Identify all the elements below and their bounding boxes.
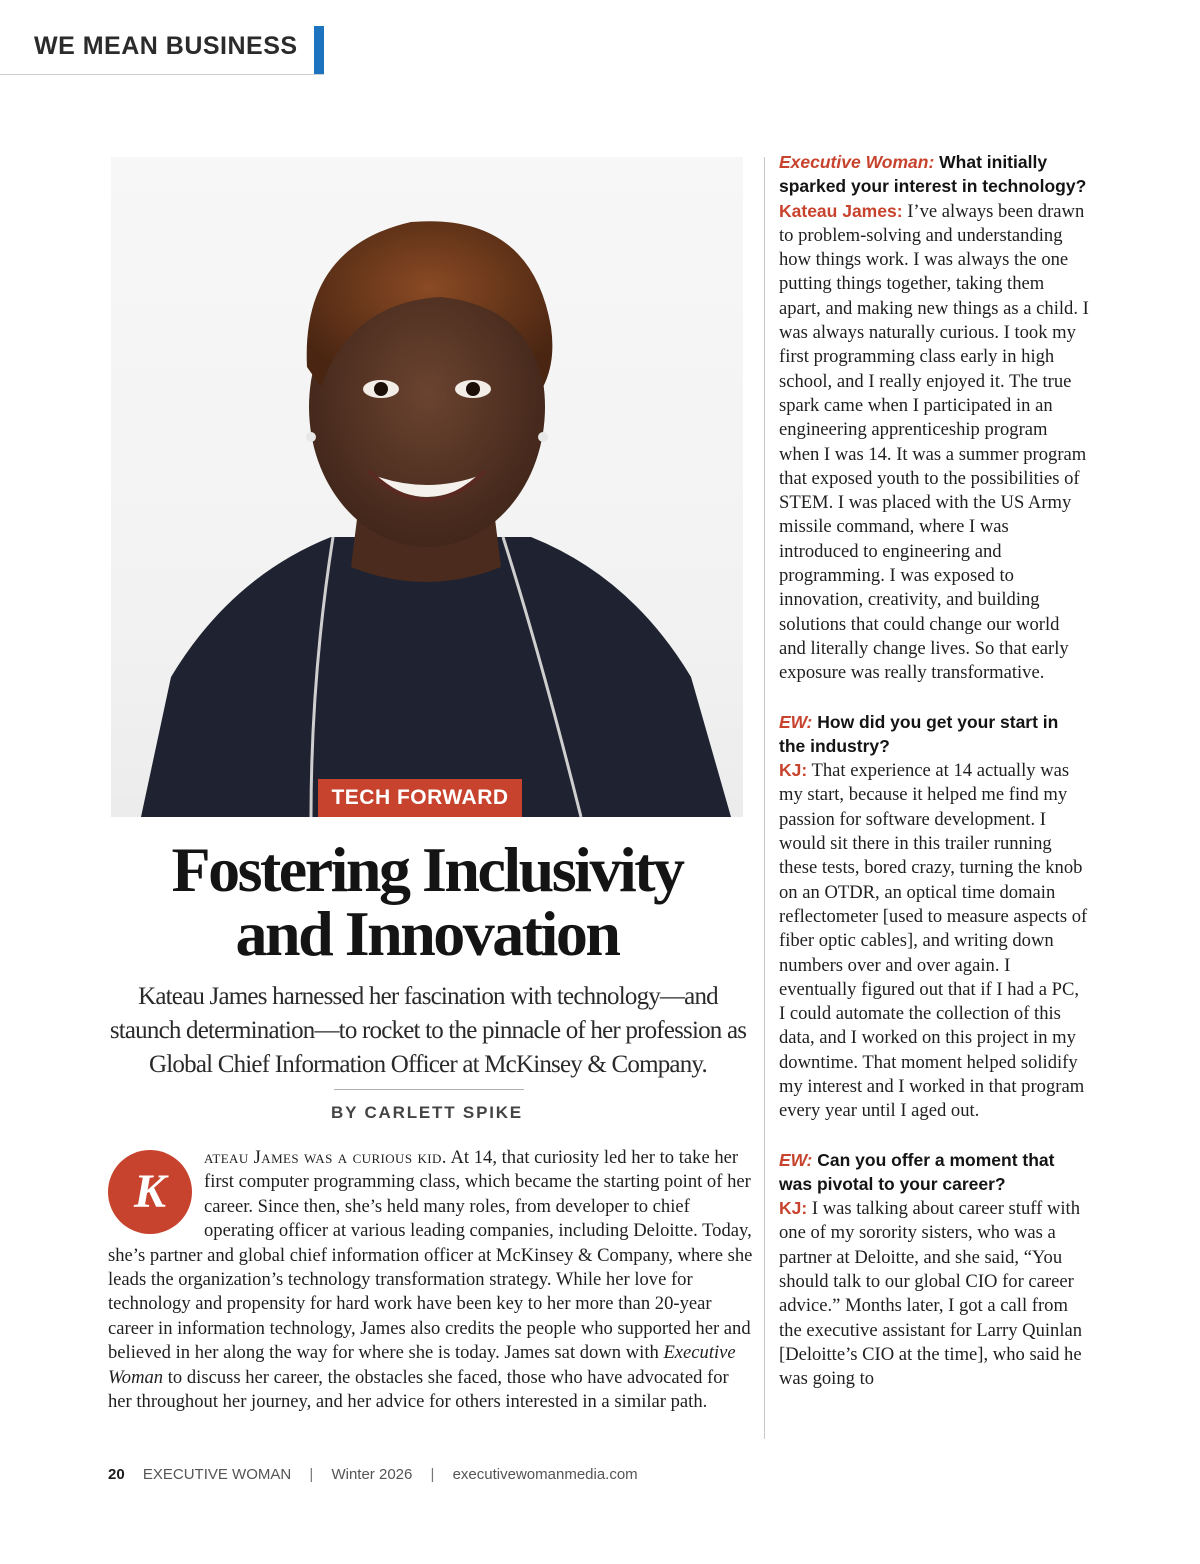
- answer-speaker: Kateau James:: [779, 200, 903, 221]
- qa-column: [779, 150, 1089, 1416]
- question: [779, 150, 1089, 199]
- intro-paragraph: [108, 1146, 756, 1414]
- intro-text: [108, 1146, 756, 1414]
- footer-publication: EXECUTIVE WOMAN: [142, 1466, 292, 1483]
- qa-block: [779, 150, 1089, 686]
- footer-separator: |: [309, 1466, 314, 1483]
- answer-text: I was talking about career stuff with one of my sorority sisters, who was a partner at Deloitte, and she said, “You should talk to our global CIO for career advice.” Months later, I got a call from the executive assistant for Larry Quinlan [Deloitte’s CIO at the time], who said he was going to: [779, 1198, 1083, 1390]
- section-label: WE MEAN BUSINESS: [34, 32, 298, 60]
- question: [779, 710, 1089, 759]
- intro-lead: ateau James was a curious kid.: [204, 1147, 447, 1168]
- answer: [779, 758, 1089, 1123]
- page-number: 20: [108, 1466, 125, 1483]
- question: [779, 1148, 1089, 1197]
- footer-issue: Winter 2026: [331, 1466, 413, 1483]
- intro-text-part-1: At 14, that curiosity led her to take her first computer programming class, which became the starting point of her career. Since then, she’s held many roles, from developer to chief operating officer at various leading companies, including Deloitte. Today, she’s partner and global chief information officer at McKinsey & Company, where she leads the organization’s technology transformation strategy. While her love for technology and propensity for hard work have been key to her more than 20-year career in information technology, James also credits the people who supported her and believed in her along the way for where she is today. James sat down with: [108, 1147, 753, 1364]
- question-text: What initially sparked your interest in technology?: [779, 152, 1087, 197]
- answer-speaker: KJ:: [779, 1198, 808, 1219]
- answer: [779, 199, 1089, 686]
- portrait-photo: [111, 157, 743, 817]
- dek: Kateau James harnessed her fascination with technology—and staunch determination—to rocket to the pinnacle of her profession as Global Chief Information Officer at McKinsey & Company.: [109, 983, 747, 1078]
- section-accent-bar: [314, 26, 324, 74]
- drop-cap: K: [108, 1150, 192, 1234]
- question-speaker: Executive Woman:: [779, 152, 935, 172]
- footer-separator: |: [430, 1466, 435, 1483]
- page-footer: [108, 1466, 638, 1483]
- section-header: [0, 26, 324, 75]
- byline: BY CARLETT SPIKE: [331, 1103, 523, 1122]
- answer: [779, 1196, 1089, 1391]
- answer-text: I’ve always been drawn to problem-solving and understanding how things work. I was always the one putting things together, taking them apart, and making new things as a child. I was always naturally curious. I took my first programming class early in high school, and I really enjoyed it. The true spark came when I participated in an engineering apprenticeship program when I was 14. It was a summer program that exposed youth to the possibilities of STEM. I was placed with the US Army missile command, where I was introduced to engineering and programming. I was exposed to innovation, creativity, and building solutions that could change our world and literally change lives. So that early exposure was really transformative.: [779, 200, 1089, 684]
- kicker-label: TECH FORWARD: [318, 779, 522, 817]
- answer-speaker: KJ:: [779, 760, 808, 781]
- answer-text: That experience at 14 actually was my start, because it helped me find my passion for software development. I would sit there in this trailer running these tests, bored crazy, turning the knob on an OTDR, an optical time domain reflectometer [used to measure aspects of fiber optic cables], and writing down numbers over and over again. I eventually figured out that if I had a PC, I could automate the collection of this data, and I worked on this project in my downtime. That moment helped solidify my interest and I worked in that program every year until I aged out.: [779, 760, 1088, 1122]
- headline-line-1: Fostering Inclusivity: [171, 834, 683, 905]
- portrait-illustration: [111, 157, 743, 817]
- publication-name: Executive Woman: [108, 1342, 736, 1388]
- dek-divider: [334, 1089, 524, 1090]
- column-divider: [764, 157, 765, 1439]
- question-speaker: EW:: [779, 1149, 813, 1170]
- intro-text-part-2: to discuss her career, the obstacles she faced, those who have advocated for her throughout her journey, and her advice for others interested in a similar path.: [108, 1366, 729, 1413]
- question-text: How did you get your start in the industry?: [779, 711, 1059, 756]
- footer-url[interactable]: executivewomanmedia.com: [452, 1466, 638, 1483]
- question-text: Can you offer a moment that was pivotal to your career?: [779, 1149, 1055, 1194]
- question-speaker: EW:: [779, 711, 813, 732]
- headline: [111, 834, 743, 969]
- headline-line-2: and Innovation: [235, 898, 619, 969]
- qa-block: [779, 710, 1089, 1124]
- qa-block: [779, 1148, 1089, 1392]
